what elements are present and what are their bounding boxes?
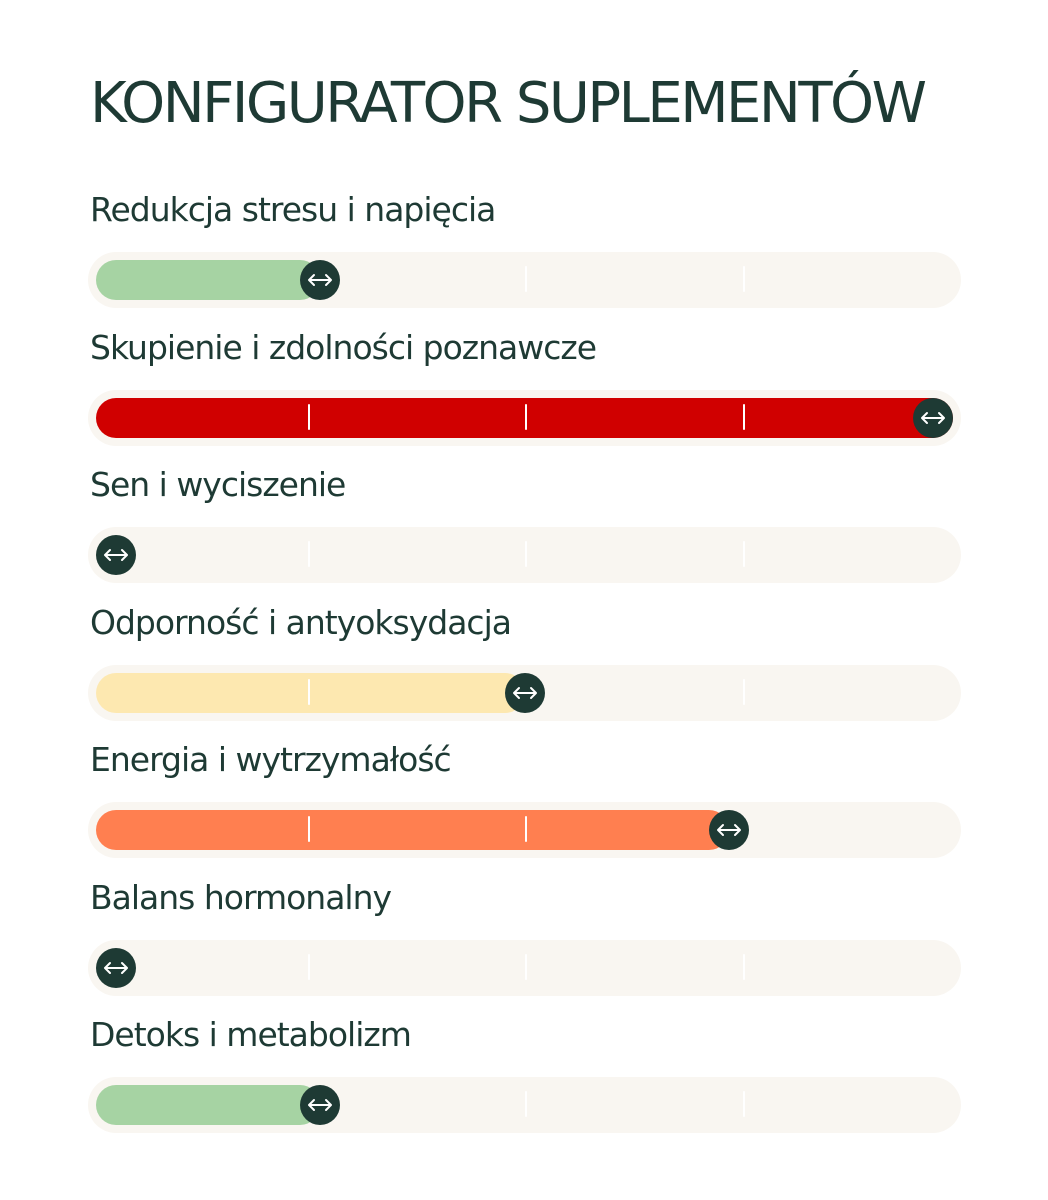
- slider-label-sen: Sen i wyciszenie: [90, 465, 346, 504]
- left-right-arrows-icon: [307, 1098, 333, 1112]
- slider-tick: [308, 679, 310, 705]
- slider-handle-sen[interactable]: [96, 535, 136, 575]
- slider-tick: [308, 404, 310, 430]
- slider-label-hormony: Balans hormonalny: [90, 877, 392, 917]
- slider-tick: [308, 954, 310, 980]
- left-right-arrows-icon: [716, 823, 742, 837]
- left-right-arrows-icon: [307, 273, 333, 287]
- slider-handle-detoks[interactable]: [300, 1085, 340, 1125]
- slider-tick: [525, 404, 527, 430]
- slider-tick: [525, 266, 527, 292]
- slider-handle-energia[interactable]: [709, 810, 749, 850]
- slider-track-sen[interactable]: [88, 527, 961, 583]
- slider-handle-stres[interactable]: [300, 260, 340, 300]
- slider-track-skupienie[interactable]: [88, 390, 961, 446]
- slider-tick: [743, 954, 745, 980]
- slider-handle-odpornosc[interactable]: [505, 673, 545, 713]
- slider-tick: [743, 679, 745, 705]
- slider-fill-stres: [96, 260, 320, 300]
- slider-label-detoks: Detoks i metabolizm: [90, 1015, 411, 1054]
- slider-tick: [525, 541, 527, 567]
- slider-label-energia: Energia i wytrzymałość: [90, 740, 451, 779]
- slider-tick: [743, 1091, 745, 1117]
- slider-handle-skupienie[interactable]: [913, 398, 953, 438]
- slider-fill-detoks: [96, 1085, 320, 1125]
- slider-track-stres[interactable]: [88, 252, 961, 308]
- slider-tick: [308, 541, 310, 567]
- left-right-arrows-icon: [920, 411, 946, 425]
- slider-tick: [525, 1091, 527, 1117]
- left-right-arrows-icon: [512, 686, 538, 700]
- slider-handle-hormony[interactable]: [96, 948, 136, 988]
- left-right-arrows-icon: [103, 548, 129, 562]
- slider-tick: [308, 816, 310, 842]
- slider-tick: [525, 816, 527, 842]
- slider-track-hormony[interactable]: [88, 940, 961, 996]
- slider-track-energia[interactable]: [88, 802, 961, 858]
- slider-track-detoks[interactable]: [88, 1077, 961, 1133]
- slider-label-odpornosc: Odporność i antyoksydacja: [90, 602, 511, 642]
- slider-tick: [743, 541, 745, 567]
- page-title: KONFIGURATOR SUPLEMENTÓW: [90, 71, 925, 136]
- slider-fill-energia: [96, 810, 729, 850]
- slider-fill-odpornosc: [96, 673, 525, 713]
- slider-tick: [743, 404, 745, 430]
- slider-tick: [743, 266, 745, 292]
- slider-tick: [525, 954, 527, 980]
- slider-label-stres: Redukcja stresu i napięcia: [90, 190, 496, 229]
- slider-label-skupienie: Skupienie i zdolności poznawcze: [90, 327, 596, 367]
- left-right-arrows-icon: [103, 961, 129, 975]
- slider-track-odpornosc[interactable]: [88, 665, 961, 721]
